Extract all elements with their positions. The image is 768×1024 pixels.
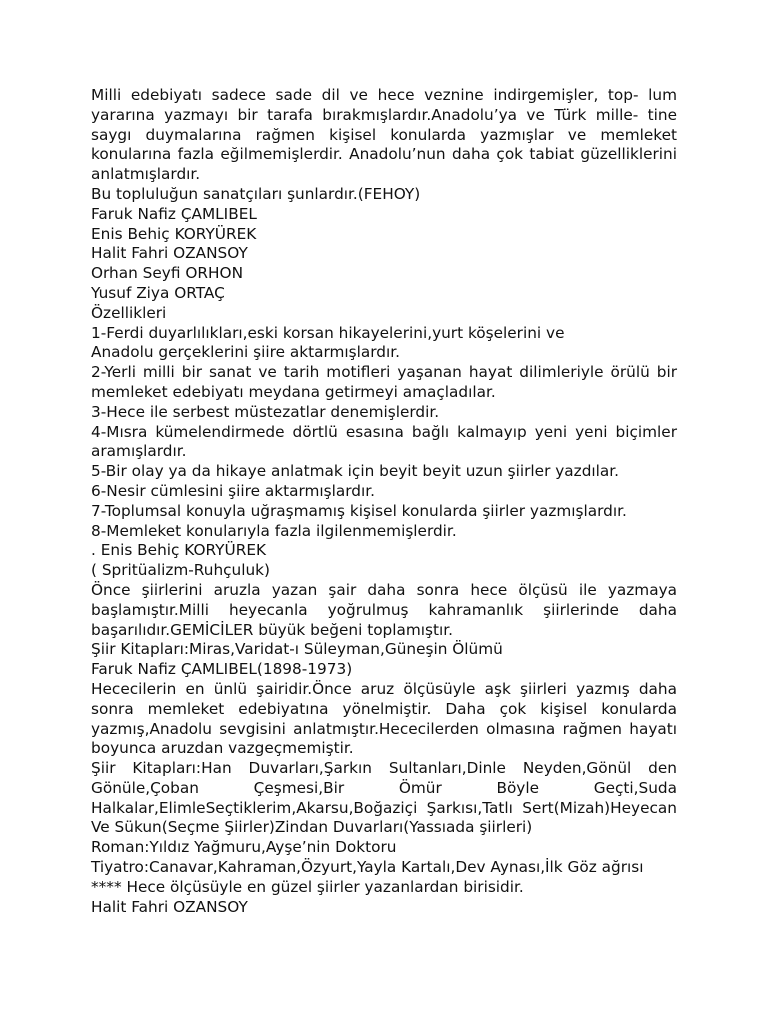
feature-item: 4-Mısra kümelendirmede dörtlü esasına bağlı kalmayıp yeni yeni biçimler aramışlardır.	[91, 422, 677, 461]
plays: Tiyatro:Canavar,Kahraman,Özyurt,Yayla Kartalı,Dev Aynası,İlk Göz ağrısı	[91, 858, 644, 877]
member-name: Halit Fahri OZANSOY	[91, 244, 248, 263]
feature-item-continuation: Anadolu gerçeklerini şiire aktarmışlardır.	[91, 343, 400, 362]
feature-item: 3-Hece ile serbest müstezatlar denemişlerdir.	[91, 402, 440, 421]
poet-description: Önce şiirlerini aruzla yazan şair daha sonra hece ölçüsü ile yazmaya başlamıştır.Milli heyecanla yoğrulmuş kahramanlık şiirlerinde daha başarılıdır.GEMİCİLER büyük beğeni toplamıştır.	[91, 580, 677, 639]
note-line: **** Hece ölçüsüyle en güzel şiirler yazanlardan birisidir.	[91, 877, 524, 896]
feature-item: 2-Yerli milli bir sanat ve tarih motifleri yaşanan hayat dilimleriyle örülü bir memleket edebiyatı meydana getirmeyi amaçladılar.	[91, 363, 677, 401]
member-name: Enis Behiç KORYÜREK	[91, 224, 257, 243]
poet-description: Hececilerin en ünlü şairidir.Önce aruz ölçüsüyle aşk şiirleri yazmış daha sonra memleket edebiyatına yönelmiştir. Daha çok kişisel konularda yazmış,Anadolu sevgisini anlatmıştır.Hececilerden olmasına rağmen hayatı boyunca aruzdan vazgeçmemiştir.	[91, 679, 677, 758]
group-members-heading: Bu topluluğun sanatçıları şunlardır.(FEHOY)	[91, 184, 421, 203]
feature-item: 5-Bir olay ya da hikaye anlatmak için beyit beyit uzun şiirler yazdılar.	[91, 462, 620, 481]
member-name: Faruk Nafiz ÇAMLIBEL	[91, 204, 257, 223]
poetry-books: Şiir Kitapları:Miras,Varidat-ı Süleyman,Güneşin Ölümü	[91, 640, 503, 659]
features-heading: Özellikleri	[91, 303, 167, 322]
movement-label: ( Spritüalizm-Ruhçuluk)	[91, 561, 271, 580]
poetry-books: Şiir Kitapları:Han Duvarları,Şarkın Sultanları,Dinle Neyden,Gönül den Gönüle,Çoban Çeşmesi,Bir Ömür Böyle Geçti,Suda Halkalar,ElimleSeçtiklerim,Akarsu,Boğaziçi Şarkısı,Tatlı Sert(Mizah)Heyecan Ve Sükun(Seçme Şiirler)Zindan Duvarları(Yassıada şiirleri)	[91, 759, 677, 837]
feature-item: 1-Ferdi duyarlılıkları,eski korsan hikayelerini,yurt köşelerini ve	[91, 323, 565, 342]
poet-heading: . Enis Behiç KORYÜREK	[91, 541, 267, 560]
novels: Roman:Yıldız Yağmuru,Ayşe’nin Doktoru	[91, 838, 397, 857]
document-page	[91, 86, 677, 917]
feature-item: 7-Toplumsal konuyla uğraşmamış kişisel konularda şiirler yazmışlardır.	[91, 501, 627, 520]
intro-paragraph: Milli edebiyatı sadece sade dil ve hece veznine indirgemişler, top- lum yararına yazmayı bir tarafa bırakmışlardır.Anadolu’ya ve Türk mille- tine saygı duymalarına rağmen kişisel konularda yazmışlar ve memleket konularına fazla eğilmemişlerdir. Anadolu’nun daha çok tabiat güzelliklerini anlatmışlardır.	[91, 86, 677, 184]
feature-item: 8-Memleket konularıyla fazla ilgilenmemişlerdir.	[91, 521, 457, 540]
member-name: Yusuf Ziya ORTAÇ	[91, 283, 225, 302]
poet-heading: Halit Fahri OZANSOY	[91, 897, 248, 916]
feature-item: 6-Nesir cümlesini şiire aktarmışlardır.	[91, 481, 375, 500]
member-name: Orhan Seyfi ORHON	[91, 264, 244, 283]
poet-heading: Faruk Nafiz ÇAMLIBEL(1898-1973)	[91, 660, 353, 679]
